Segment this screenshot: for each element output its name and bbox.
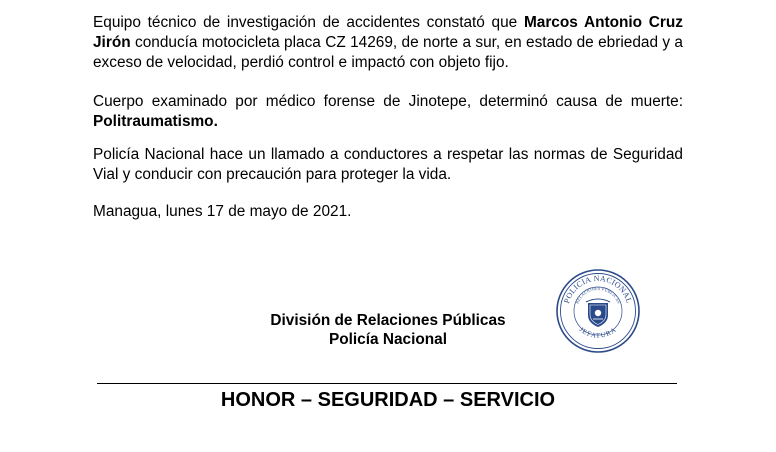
- svg-text:RELACIONES PUBLICAS: [574, 286, 621, 305]
- seal-top-text: POLICIA NACIONAL: [562, 273, 634, 305]
- police-seal-icon: [555, 268, 641, 354]
- victim-name: Marcos Antonio Cruz Jirón: [93, 14, 683, 51]
- seal-bottom-text: JEFATURA: [577, 325, 619, 340]
- svg-text:JEFATURA: [578, 325, 619, 339]
- footer-divider: [97, 383, 677, 384]
- paragraph-safety-appeal: Policía Nacional hace un llamado a conductores a respetar las normas de Seguridad Vial y conducir con precaución para proteger la vida.: [93, 146, 683, 183]
- paragraph-text: Equipo técnico de investigación de accidentes constató que: [93, 14, 524, 31]
- signature-institution: Policía Nacional: [328, 331, 448, 348]
- paragraph-text: conducía motocicleta placa CZ 14269, de norte a sur, en estado de ebriedad y a exceso de velocidad, perdió control e impactó con objeto fijo.: [93, 34, 683, 71]
- signature-division: División de Relaciones Públicas: [270, 312, 506, 329]
- paragraph-text: Cuerpo examinado por médico forense de Jinotepe, determinó causa de muerte:: [93, 93, 683, 110]
- paragraph-accident-report: [93, 13, 683, 73]
- paragraph-forensic-report: [93, 92, 683, 132]
- footer-motto: HONOR – SEGURIDAD – SERVICIO: [220, 389, 556, 411]
- shield-emblem: [586, 299, 610, 327]
- seal-middle-text: RELACIONES PUBLICAS: [574, 285, 622, 305]
- cause-of-death: Politraumatismo.: [93, 113, 218, 130]
- dateline: Managua, lunes 17 de mayo de 2021.: [93, 203, 352, 220]
